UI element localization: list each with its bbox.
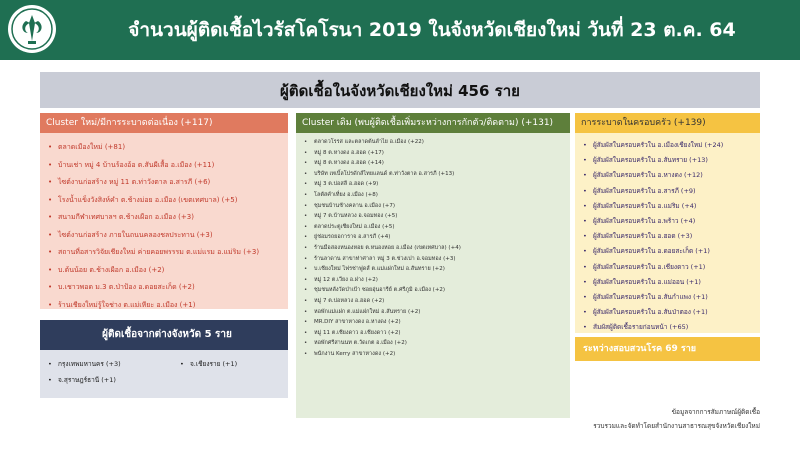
old-cluster-title: Cluster เดิม (พบผู้ติดเชื้อเพิ่มระหว่างการกักตัว/ติดตาม) (+131) [296,113,570,133]
new-cluster-panel [40,113,288,309]
list-item: • หมู่ 3 ต.บ่อสลี อ.ฮอด (+9) [304,179,566,190]
list-item: • บริษัท เทเบิ้ลโปรดักส์ไทยแลนด์ ต.ท่าวังตาล อ.สารภี (+13) [304,169,566,180]
list-item: • ผู้สัมผัสในครอบครัวใน อ.เชียงดาว (+1) [583,260,756,275]
list-item: • หอพักแม่แฝก ต.แม่แฝกใหม่ อ.สันทราย (+2) [304,307,566,318]
family-cluster-body [575,133,760,333]
ministry-seal-icon [6,3,58,55]
list-item: • ผู้สัมผัสในครอบครัวใน อ.หางดง (+12) [583,168,756,183]
under-investigation-badge: ระหว่างสอบสวนโรค 69 ราย [575,337,760,361]
list-item: • บ.เชียงใหม่ ไฟรช่าฟูดส์ ต.แม่แฝกใหม่ อ.สันทราย (+2) [304,264,566,275]
list-item: • จ.สุราษฎร์ธานี (+1) [48,372,178,388]
list-item: • หมู่ 7 ต.บ้านหลวง อ.จอมทอง (+5) [304,211,566,222]
list-item: • หมู่ 8 ต.หางดง อ.ฮอด (+14) [304,158,566,169]
list-item: • จ.เชียงราย (+1) [180,356,280,372]
old-cluster-panel [296,113,570,418]
list-item: • บ.ต้นน้อย ต.ช้างเผือก อ.เมือง (+2) [48,262,284,280]
list-item: • ร้านเชียงใหม่รู้ใจช่าง ต.แม่เหียะ อ.เมือง (+1) [48,297,284,315]
list-item: • ผู้สัมผัสในครอบครัวใน อ.ดอยสะเก็ด (+1) [583,244,756,259]
family-cluster-title: การระบาดในครอบครัว (+139) [575,113,760,133]
family-cluster-panel [575,113,760,333]
old-cluster-body [296,133,570,418]
list-item: • ผู้สัมผัสในครอบครัวใน อ.สันกำแพง (+1) [583,290,756,305]
list-item: • หมู่ 8 ต.หางดง อ.ฮอด (+17) [304,148,566,159]
list-item: • ผู้สัมผัสในครอบครัวใน อ.สันทราย (+13) [583,153,756,168]
new-cluster-body [40,133,288,309]
list-item: • ผู้สัมผัสในครอบครัวใน อ.เมืองเชียงใหม่ (+24) [583,138,756,153]
list-item: • ร้านมือสองหนองหอย ต.หนองหอย อ.เมือง (เขตเทศบาล) (+4) [304,243,566,254]
list-item: • ร้านลาดาน สาขาท่าศาลา หมู่ 3 ต.ช่วงเปา อ.จอมทอง (+3) [304,254,566,265]
list-item: • หมู่ 12 ต.เวียง อ.ฝาง (+2) [304,275,566,286]
list-item: • สัมผัสผู้ติดเชื้อรายก่อนหน้า (+65) [583,320,756,335]
list-item: • โรงน้ำแข็งวังสิงห์คำ ต.ช้างม่อย อ.เมือง (เขตเทศบาล) (+5) [48,192,284,210]
source-note [500,405,760,433]
new-cluster-title: Cluster ใหม่/มีการระบาดต่อเนื่อง (+117) [40,113,288,133]
list-item: • ตลาดประตูเชียงใหม่ อ.เมือง (+5) [304,222,566,233]
other-provinces-body [40,350,288,398]
list-item: • บ.เชาวพอด ม.3 ต.ป่าป้อง อ.ดอยสะเก็ด (+2) [48,279,284,297]
list-item: • ผู้สัมผัสในครอบครัวใน อ.แม่ออน (+1) [583,275,756,290]
list-item: • โลตัสคำเที่ยง อ.เมือง (+8) [304,190,566,201]
other-provinces-panel [40,320,288,398]
list-item: • ยู่ช่อมรถยอการาจ อ.สารภี (+4) [304,232,566,243]
list-item: • พนักงาน Kerry สาขาหางดง (+2) [304,349,566,360]
list-item: • ชุมชนบ้านช้างคลาน อ.เมือง (+7) [304,201,566,212]
list-item: • บ้านเช่า หมู่ 4 บ้านร้องอ้อ ต.สันผีเสื้อ อ.เมือง (+11) [48,157,284,175]
page-title: จำนวนผู้ติดเชื้อไวรัสโคโรนา 2019 ในจังหวัดเชียงใหม่ วันที่ 23 ต.ค. 64 [128,19,736,41]
list-item: • ตลาดวโรรส และตลาดต้นลำไย อ.เมือง (+22) [304,137,566,148]
list-item: • ชุมชนหลังวัดป่าเป้า ซอยอุ่นอารีย์ ต.ศรีภูมิ อ.เมือง (+2) [304,285,566,296]
list-item: • สนามกีฬาเทศบาลฯ ต.ช้างเผือก อ.เมือง (+3) [48,209,284,227]
list-item: • ผู้สัมผัสในครอบครัวใน อ.พร้าว (+4) [583,214,756,229]
list-item: • ตลาดเมืองใหม่ (+81) [48,139,284,157]
source-line-2: รวบรวมและจัดทำโดยสำนักงานสาธารณสุขจังหวัดเชียงใหม่ [593,422,760,430]
list-item: • หอพักศรีสานนท ต.วัดเกต อ.เมือง (+2) [304,338,566,349]
list-item: • หมู่ 7 ต.บ่อหลวง อ.ฮอด (+2) [304,296,566,307]
source-line-1: ข้อมูลจากการสัมภาษณ์ผู้ติดเชื้อ [671,408,760,416]
other-provinces-title: ผู้ติดเชื้อจากต่างจังหวัด 5 ราย [40,320,288,350]
list-item: • หมู่ 11 ต.เชียงดาว อ.เชียงดาว (+2) [304,328,566,339]
list-item: • ผู้สัมผัสในครอบครัวใน อ.ฮอด (+3) [583,229,756,244]
list-item: • ผู้สัมผัสในครอบครัวใน อ.แม่ริม (+4) [583,199,756,214]
list-item: • ผู้สัมผัสในครอบครัวใน อ.สันป่าตอง (+1) [583,305,756,320]
list-item: • กรุงเทพมหานคร (+3) [48,356,178,372]
list-item: • ไซต์งานก่อสร้าง ภายในถนนคลองชลประทาน (+3) [48,227,284,245]
list-item: • ผู้สัมผัสในครอบครัวใน อ.สารภี (+9) [583,184,756,199]
list-item: • ไซต์งานก่อสร้าง หมู่ 11 ต.ท่าวังตาล อ.สารภี (+6) [48,174,284,192]
list-item: • สถานที่อสารวิจัยเชียงใหม่ ค่ายคอยพรรรม ต.แม่แรม อ.แม่ริม (+3) [48,244,284,262]
header-bar [0,0,800,60]
total-cases-banner: ผู้ติดเชื้อในจังหวัดเชียงใหม่ 456 ราย [40,72,760,110]
list-item: • MR.DIY สาขาหางดง อ.หางดง (+2) [304,317,566,328]
